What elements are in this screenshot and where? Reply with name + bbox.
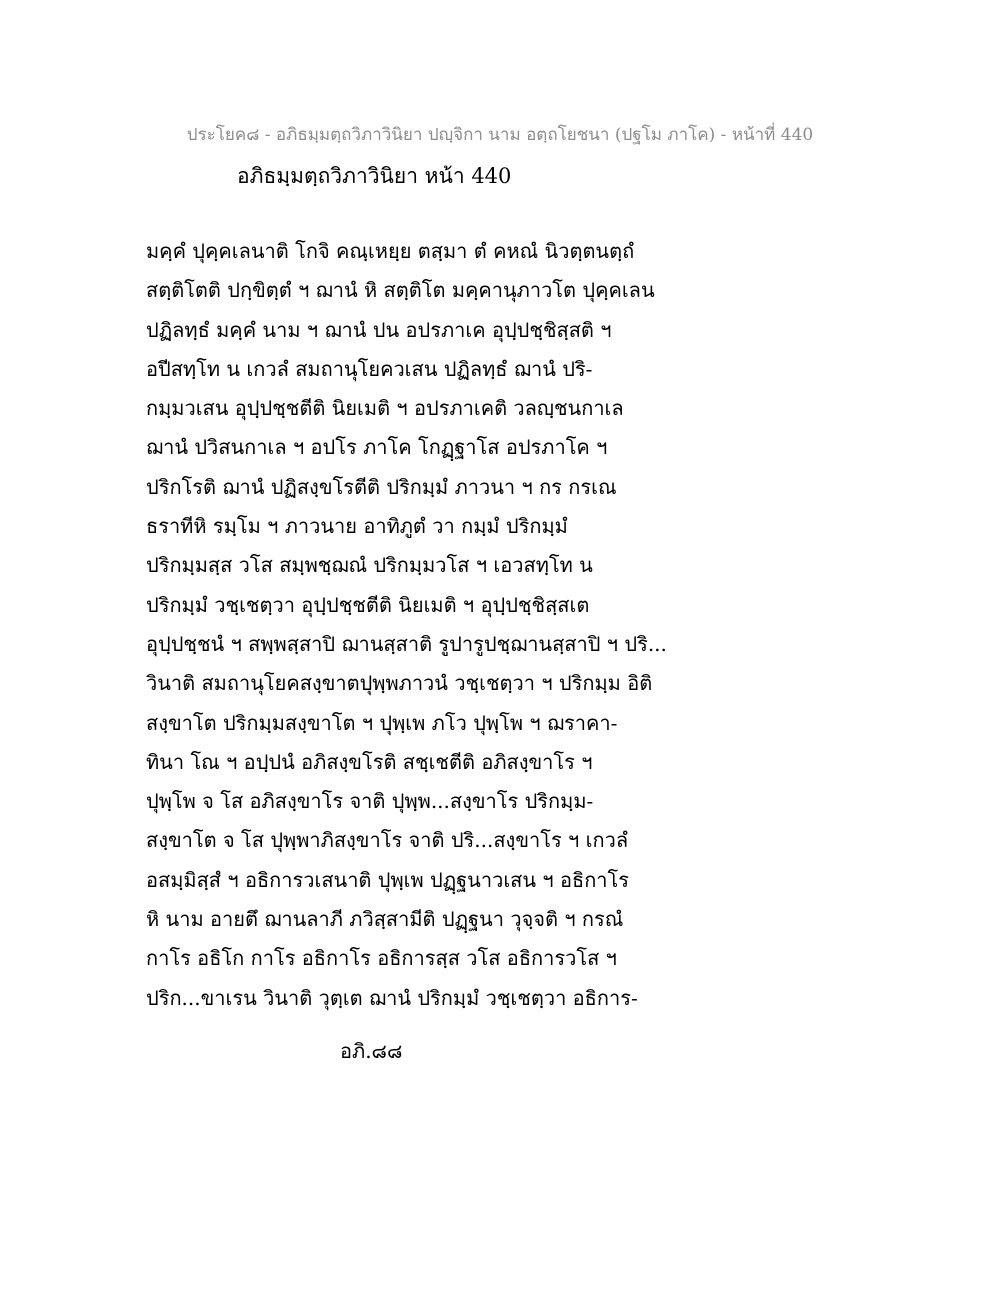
body-line: อปีสทฺโท น เกวลํ สมถานุโยควเสน ปฏิลทฺธํ ฌานํ ปริ- xyxy=(146,356,593,381)
body-line: หิ นาม อายตึ ฌานลาภี ภวิสฺสามีติ ปฏฺฐนา วุจฺจติ ฯ กรณํ xyxy=(146,907,624,932)
running-header: ประโยค๘ - อภิธมฺมตฺถวิภาวินิยา ปญฺจิกา นาม อตฺถโยชนา (ปฐโม ภาโค) - หน้าที่ 440 xyxy=(186,125,814,145)
body-line: ปริกมฺมํ วชฺเชตฺวา อุปฺปชฺชตีติ นิยเมติ ฯ อุปฺปชฺชิสฺสเต xyxy=(146,592,590,617)
body-line: ปริกโรติ ฌานํ ปฏิสงฺขโรตีติ ปริกมฺมํ ภาวนา ฯ กร กรเณ xyxy=(146,474,617,499)
body-line: ทินา โณ ฯ อปฺปนํ อภิสงฺขโรติ สชฺเชตีติ อภิสงฺขาโร ฯ xyxy=(146,749,593,774)
body-line: สตฺติโตติ ปกฺขิตฺตํ ฯ ฌานํ หิ สตฺติโต มคฺคานุภาวโต ปุคฺคเลน xyxy=(146,278,655,303)
body-line: ปฏิลทฺธํ มคฺคํ นาม ฯ ฌานํ ปน อปรภาเค อุปฺปชฺชิสฺสติ ฯ xyxy=(146,317,612,342)
body-line: กาโร อธิโก กาโร อธิกาโร อธิการสฺส วโส อธิการวโส ฯ xyxy=(146,946,617,971)
page-heading: อภิธมฺมตฺถวิภาวินิยา หน้า 440 xyxy=(237,164,512,188)
page-footer: อภิ.๘๘ xyxy=(340,1039,403,1063)
body-text xyxy=(146,232,706,1018)
body-line: ปริก...ขาเรน วินาติ วุตฺเต ฌานํ ปริกมฺมํ วชฺเชตฺวา อธิการ- xyxy=(146,985,638,1010)
body-line: มคฺคํ ปุคฺคเลนาติ โกจิ คณฺเหยฺย ตสฺมา ตํ คหณํ นิวตฺตนตฺถํ xyxy=(146,239,635,263)
body-line: กมฺมวเสน อุปฺปชฺชตีติ นิยเมติ ฯ อปรภาเคติ วลญฺชนกาเล xyxy=(146,396,624,421)
body-line: อสมฺมิสฺสํ ฯ อธิการวเสนาติ ปุพฺเพ ปฏฺฐนาวเสน ฯ อธิกาโร xyxy=(146,867,630,892)
body-line: สงฺขาโต จ โส ปุพฺพาภิสงฺขาโร จาติ ปริ...สงฺขาโร ฯ เกวลํ xyxy=(146,828,629,853)
body-line: อุปฺปชฺชนํ ฯ สพฺพสฺสาปิ ฌานสฺสาติ รูปารูปชฺฌานสฺสาปิ ฯ ปริ... xyxy=(146,631,667,656)
body-line: สงฺขาโต ปริกมฺมสงฺขาโต ฯ ปุพฺเพ ภโว ปุพฺโพ ฯ ฌราคา- xyxy=(146,710,618,735)
body-line: ปริกมฺมสฺส วโส สมฺพชฺฌณํ ปริกมฺมวโส ฯ เอวสทฺโท น xyxy=(146,553,593,578)
body-line: ธราทีหิ รมฺโม ฯ ภาวนาย อาทิภูตํ วา กมฺมํ ปริกมฺมํ xyxy=(146,514,568,539)
body-line: ฌานํ ปวิสนกาเล ฯ อปโร ภาโค โกฏฺฐาโส อปรภาโค ฯ xyxy=(146,435,608,460)
body-line: ปุพฺโพ จ โส อภิสงฺขาโร จาติ ปุพฺพ...สงฺขาโร ปริกมฺม- xyxy=(146,789,594,814)
body-line: วินาติ สมถานุโยคสงฺขาตปุพฺพภาวนํ วชฺเชตฺวา ฯ ปริกมฺม อิติ xyxy=(146,671,653,696)
